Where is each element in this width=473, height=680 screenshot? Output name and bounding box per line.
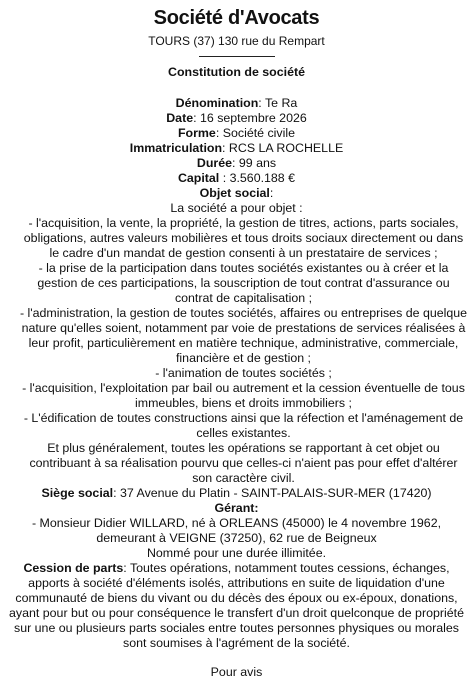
divider — [199, 56, 275, 57]
immatriculation-line — [4, 141, 469, 156]
cession-label: Cession de parts — [23, 561, 124, 575]
denomination-value: : Te Ra — [258, 96, 298, 110]
objet-item-2: - la prise de la participation dans toutes sociétés existantes ou à créer et la gestion de ces participations, la souscription de tout contrat d'assurance ou contrat de capitalisation ; — [37, 261, 450, 305]
immatriculation-value: : RCS LA ROCHELLE — [222, 141, 344, 155]
objet-suffix: : — [269, 186, 274, 200]
siege-value: : 37 Avenue du Platin - SAINT-PALAIS-SUR-MER (17420) — [113, 486, 432, 500]
immatriculation-label: Immatriculation — [129, 141, 223, 155]
objet-label: Objet social — [199, 186, 270, 200]
objet-item-1: - l'acquisition, la vente, la propriété, la gestion de titres, actions, parts sociales, obligations, autres valeurs mobilières et tous droits sociaux directement ou dans le cadre d'un mandat de gestion consenti à un prestataire de services ; — [23, 216, 464, 260]
gerant-label: Gérant — [214, 501, 255, 515]
date-label: Date — [166, 111, 194, 125]
objet-line — [4, 186, 469, 201]
gerant-line — [4, 501, 469, 516]
gerant-text: - Monsieur Didier WILLARD, né à ORLEANS (45000) le 4 novembre 1962, demeurant à VEIGNE (37250), 62 rue de Beigneux — [31, 516, 442, 545]
objet-intro: La société a pour objet : — [170, 201, 303, 215]
duree-value: : 99 ans — [232, 156, 277, 170]
denomination-label: Dénomination — [175, 96, 259, 110]
section-title: Constitution de société — [168, 65, 305, 79]
objet-item-3: - l'administration, la gestion de toutes sociétés, affaires ou entreprises de quelque nature qu'elles soient, notamment par voie de prestations de services réalisées à leur profit, particulièrement en matière technique, administrative, commerciale, financière et de gestion ; — [19, 306, 468, 365]
cession-text: : Toutes opérations, notamment toutes cessions, échanges, apports à société d'éléments isolés, attributions en suite de liquidation d'une communauté de biens du vivant ou du décès des époux ou ex-époux, donations, ayant pour but ou pour conséquence le transfert d'un droit quelconque de propriété sur une ou plusieurs parts sociales entre toutes personnes physiques ou morales sont soumises à l'agrément de la société. — [9, 561, 464, 650]
cession-paragraph — [4, 561, 469, 651]
firm-name: Société d'Avocats — [153, 7, 320, 29]
objet-item-4: - l'animation de toutes sociétés ; — [155, 366, 332, 380]
forme-label: Forme — [177, 126, 216, 140]
firm-address: TOURS (37) 130 rue du Rempart — [148, 34, 325, 48]
capital-line — [4, 171, 469, 186]
forme-line — [4, 126, 469, 141]
capital-label: Capital — [177, 171, 220, 185]
objet-item-6: - L'édification de toutes constructions ainsi que la réfection et l'aménagement de celles existantes. — [23, 411, 464, 440]
date-value: : 16 septembre 2026 — [193, 111, 307, 125]
siege-label: Siège social — [41, 486, 114, 500]
closing-line: Pour avis — [210, 665, 263, 679]
gerant-suffix: : — [254, 501, 259, 515]
siege-line — [4, 486, 469, 501]
legal-notice — [0, 6, 473, 680]
capital-value: : 3.560.188 € — [219, 171, 296, 185]
date-line — [4, 111, 469, 126]
objet-general: Et plus généralement, toutes les opérations se rapportant à cet objet ou contribuant à sa réalisation pourvu que celles-ci n'aient pas pour effet d'altérer son caractère civil. — [29, 441, 458, 485]
denomination-line — [4, 96, 469, 111]
duree-line — [4, 156, 469, 171]
forme-value: : Société civile — [215, 126, 296, 140]
objet-item-5: - l'acquisition, l'exploitation par bail ou autrement et la cession éventuelle de tous immeubles, biens et droits immobiliers ; — [22, 381, 465, 410]
duree-label: Durée — [196, 156, 233, 170]
gerant-nomination: Nommé pour une durée illimitée. — [146, 546, 327, 560]
